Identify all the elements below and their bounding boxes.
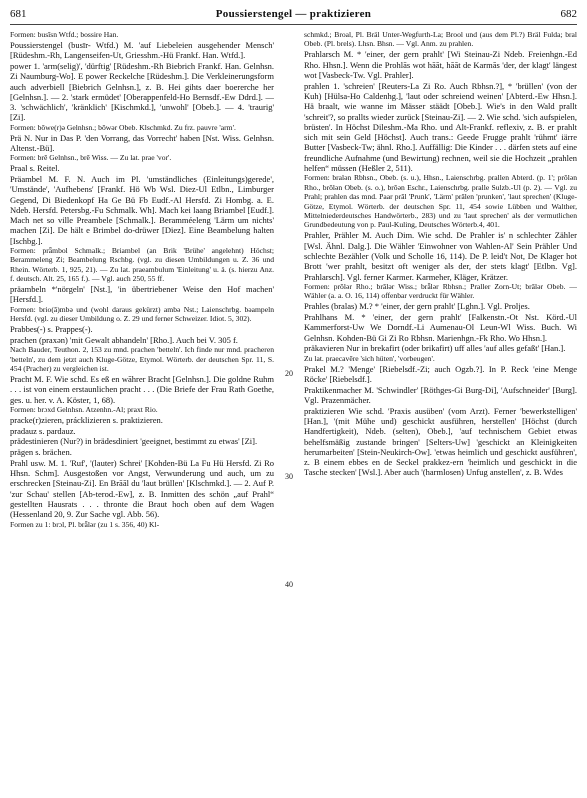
entry-note: schmkd.; Broal, Pl. Bräl Unter-Wegfurth-La; Brool und (aus dem Pl.?) Bräl Fulda; bral Obeb. (Pl. brels). Lhsn. Bhsn. — Vgl. Anm. zu prahlen. [304,30,577,49]
dictionary-entry: Prahles (bralas) M.? * 'einer, der gern prahlt' [Lghn.]. Vgl. Proljes. [304,301,530,312]
entry-note: Formen: brio(ā)mbə und (wohl daraus gekürzt) ambə Nst.; Laienschrbg. bəampeln Hersfd. (vgl. zu dieser Umbildung o. Z. 29 und ferner Schweizer. Idiot. 5, 302). [10,304,274,324]
entry-note: Formen: prǟmbol Schmalk.; Briambel (an Brik 'Brühe' angelehnt) Höchst; Berammeleng Zi; Beambelung Rschbg. (vgl. zu diesen Umbildungen u. Z. 36 und Rhein. Wörterb. 1, 925, 21). — Zu lat. praeambulum 'Einleitung' u. ä. (s. hierzu Anz. f. deutsch. Alt. 25, 165 f.). — Vgl. auch 250, 55 ff. [10,246,274,284]
dictionary-entry: Pracht M. F. Wie schd. Es eß en wāhrer Bracht [Gelnhsn.]. Die goldne Ruhm . . . ist von einem erstaunlichen pracht . . . (Die Briefe der Frau Rath Goethe, ges. u. her. v. A. Köster, 1, 68). [10,373,274,405]
page-number-right: 682 [560,8,577,20]
entry-note: Nach Bauder, Teuthon. 2, 153 zu mnd. prachen 'betteln'. Ich finde nur mnd. pracheren 'betteln', zu dem jetzt auch Kluge-Götze, Etymol. Wörterb. der deutschen Spr. 11, S. 454 (Pracher) zu vergleichen ist. [10,345,274,373]
right-column [304,30,577,792]
dictionary-entry: Prahl usw. M. 1. 'Ruf', '(lauter) Schrei' [Kohden-Bü La Fu Hü Hersfd. Zi Ro Hhsn. Schm]. Ausgestoßen vor Angst, Verwunderung und auch, um zu erschrecken [Steinau-Zi]. En Brāāl du 'laut brüllen' [Klschmkd.]. — 2. Auf P. 'zur Schau' stellen [Ab-terod.-Ew], z. B. Inmitten des schön „auf Prahl“ gestellten Hausrats . . . thronte die Braut hoch oben auf dem Wagen (Hessenland 20, 9. Zur Sache vgl. Abb. 56). [10,457,274,520]
dictionary-entry: Präambel M. F. N. Auch im Pl. 'umständliches (Einleitungs)gerede', 'Umstände', 'Aufhebens' [Frankf. Hö Wb Wsl. Diez-Ul Etlbn., Limburger Gegend, Di Biedenkopf Ha Ge Bü Fb Eudf.-Al Hersfd. Zi Hombg. a. E. Ndeb. Hersfd. Petersbg.-Fu Schmalk. Wh]. Mach kei laang Briambel [Eudf.]. Mach net so ville Preambele [Schmalk.]. Beramméeleng 'Lärm um nichts' machen [Zi]. De hält e Brimbel do-drüwer [Diez]. Eine Beambelung halten [Ischbg.]. [10,173,274,246]
page-number-left: 681 [10,8,27,20]
dictionary-entry: Prä N. Nur in Das P. 'den Vorrang, das Vorrecht' haben [Nst. Wiss. Gelnhsn. Altenst.-Bü]. [10,132,274,153]
dictionary-entry: pradauz s. pardauz. [10,425,76,436]
dictionary-entry: pracke(r)zieren, prácklizieren s. praktizieren. [10,414,163,425]
dictionary-entry: Praal s. Reitel. [10,163,60,174]
entry-note: Formen: brɔxd Gelnhsn. Atzenhn.-Al; praxt Rio. [10,404,158,414]
entry-note: Formen: bralən Rbhsn., Obeb. (s. u.), Hhsn., Laienschrbg. prallen Abterd. (p. 1'; prōlən Rho., brōlən Obeb. (s. o.), brōən Eschr., Laienschrbg. pralle Sulzb.-Ul (p. 2). — Vgl. zu Prahl; prahlen das mnd. Paar prāl 'Prunk', 'Lärm' prālen 'prunken', 'laut sprechen' (Kluge-Götze, Etymol. Wörterb. der deutschen Spr. 11, 454 sowie Lübben und Walther, Mittelniederdeutsches Handwörterb., 283) und zu 'laut sprechen' als der vermutlichen Grundbedeutung von p. Paul-Kuling, Deutsches Wörterb.4, 401. [304,173,577,230]
entry-note: Formen: bōwe(r)ə Gelnhsn.; bōwər Obeb. Klschmkd. Zu frz. pauvre 'arm'. [10,122,236,132]
dictionary-entry: Praktikenmacher M. 'Schwindler' [Röthges-Gi Burg-Di], 'Aufschneider' [Burg]. Vgl. Prazenmächer. [304,384,577,405]
dictionary-entry: praktizieren Wie schd. 'Praxis ausüben' (vom Arzt). Ferner 'bewerkstelligen' [Han.], '(mit Mühe und) geschickt ausführen, herstellen' [Höchst (durch Handfertigkeit), Ndeb. (selten), Obeb.], 'auf technischem Gebiet etwas behelfsmäßig zustande bringen' [Selters-Uw] 'geschickt an Kleinigkeiten herumarbeiten' [Stein-Neukirch-Ow]. 'etwas heimlich und geschickt ausführen', z. B einem ebbes en de Seckel prakkez-ern 'heimlich und geschickt in die Tasche stecken' [Wsl.]. Aber auch '(harmlosen) Unfug anstellen', z. B. Wdes [304,405,577,478]
dictionary-entry: Prakel M.? 'Menge' [Riebelsdf.-Zi; auch Ogzb.?]. In P. Reck 'eine Menge Röcke' [Riebelsdf.]. [304,363,577,384]
dictionary-entry: präkavieren Nur in brekafirt (oder brikafirt) uff alles 'auf alles gefaßt' [Han.]. [304,343,566,354]
dictionary-entry: prahlen 1. 'schreien' [Reuters-La Zi Ro. Auch Rbhsn.?], * 'brüllen' (von der Kuh) [Hülsa-Ho Caldenhg.], 'laut oder schreiend weinen' [Abterd.-Ew Hhsn.]. Hä braalt, wie wanne im Mässer stäädt [Obeb.]. Wie's in den Wald prallt 'schreit'?, so prallts wieder zurück [Steinau-Zi]. — 2. Wie schd. 'sich aufspielen, brüsten'. In Höchst Dileshm.-Ma Rho. und Alt-Frankf. reflexiv, z. B. er prahlt sich mit sein Geld [Höchst]. Auch trans.: Geede Frugge prahlt 'rühmt' iärre Butter [Vasbeck-Tw; ähnl. Rho.]. Auffällig: Die Kinder . . . därfen stets auf eine freundliche Aufnahme (und Bewirtung) rechnen, weil sie die Hochzeit „prahlen helfen“ müssen (Heßler 2, 511). [304,80,577,174]
dictionary-entry: Prahlhans M. * 'einer, der gern prahlt' [Falkenstn.-Ot Nst. Körd.-Ul Kammerforst-Uw We Dorndf.-Li Aumenau-Ol Leun-Wl Wiss. Buch. Wi Gelnhsn. Kohden-Bü Gi Zi Ro Rbhsn. Marienhgn.-Fk Rho. Wo Hhsn.]. [304,311,577,343]
entry-note: Formen: busīsn Wtfd.; bossire Han. [10,30,119,39]
dictionary-entry: Prahler, Prähler M. Auch Dim. Wie schd. De Prahler is' n schlechter Zähler [Wsl. Ähnl. Dalg.]. Die Wähler 'Einwohner von Wahlen-Al' Sein Prähler Und schlechte Bezähler (Volk und Scholle 16, 114). De P. leid't Not, De Klager hot Brott 'wer prahlt, besitzt oft weniger als der, der stets klagt' [Etlbn. Vg]. Prahlarsch]. Vgl. ferner Karmer. Karmeher, Kläger, Krätzer. [304,230,577,282]
line-number-20: 20 [285,369,293,378]
running-title: Poussierstengel — praktizieren [215,8,372,20]
dictionary-entry: Poussierstengel (busīr- Wtfd.) M. 'auf Liebeleien ausgehender Mensch' [Rüdeshm.-Rh, Langenseifen-Ut, Griesshm.-Hü Frankf. Han. Wtfd.]. [10,39,274,61]
dictionary-entry: power 1. 'arm(selig)', 'dürftig' [Rüdeshm.-Rh Biebrich Frankf. Han. Gelnhsn. Zi Naumburg-Wo]. E power Reckelche [Rüdeshm.]. Die Verkleinerungsform auch adverbiell [Biebrich Gelnhsn.], z. B. Hei gihts daer boererche her [Gelnhsn.]. — 2. 'stark ermüdet' [Oberappenfeld-Ho Bernsdf.-Ew Ddrd.]. — 3. 'schwächlich', 'kränklich' [Kischmkd.], 'unwohl' [Obeb.]. — 4. 'traurig' [Zi]. [10,61,274,123]
left-column [10,30,274,792]
line-number-30: 30 [285,472,293,481]
dictionary-entry: prachen (praxən) 'mit Gewalt abhandeln' [Rho.]. Auch bei V. 305 f. [10,334,238,345]
dictionary-entry: prädestinieren (Nur?) in brädesdiniert 'geeignet, bestimmt zu etwas' [Zi]. [10,436,258,447]
entry-note: Formen: brē Gelnhsn., brē Wiss. — Zu lat. prae 'vor'. [10,153,172,163]
entry-note: Zu lat. praecavēre 'sich hüten', 'vorbeugen'. [304,353,435,363]
entry-note: Formen: prōlər Rho.; brālər Wiss.; brǟlər Rbhsn.; Praller Zorn-Ut; brālər Obeb. — Wähler (a. a. O. 16, 114) offenbar verdruckt für Wähler. [304,281,577,301]
dictionary-entry: präambeln *'nörgeln' [Nst.], 'in übertriebener Weise den Hof machen' [Hersfd.]. [10,284,274,305]
line-number-40: 40 [285,580,293,589]
header-rule [10,24,577,25]
entry-note: Formen zu 1: brɔl, Pl. brǟlər (zu 1 s. 356, 40) Kl- [10,519,160,529]
dictionary-entry: Prahlarsch M. * 'einer, der gern prahlt' [Wi Steinau-Zi Ndeb. Freienhgn.-Ed Rho. Hhsn.]. Wenn die Prohlās wot hāāt, hāāt de Karmās 'der, der klagt' längest wot [Vasbeck-Tw. Vgl. Prahler]. [304,49,577,80]
page-header [10,8,577,24]
dictionary-entry: prägen s. brächen. [10,447,72,458]
dictionary-entry: Prabbes(-) s. Prappes(-). [10,324,93,335]
